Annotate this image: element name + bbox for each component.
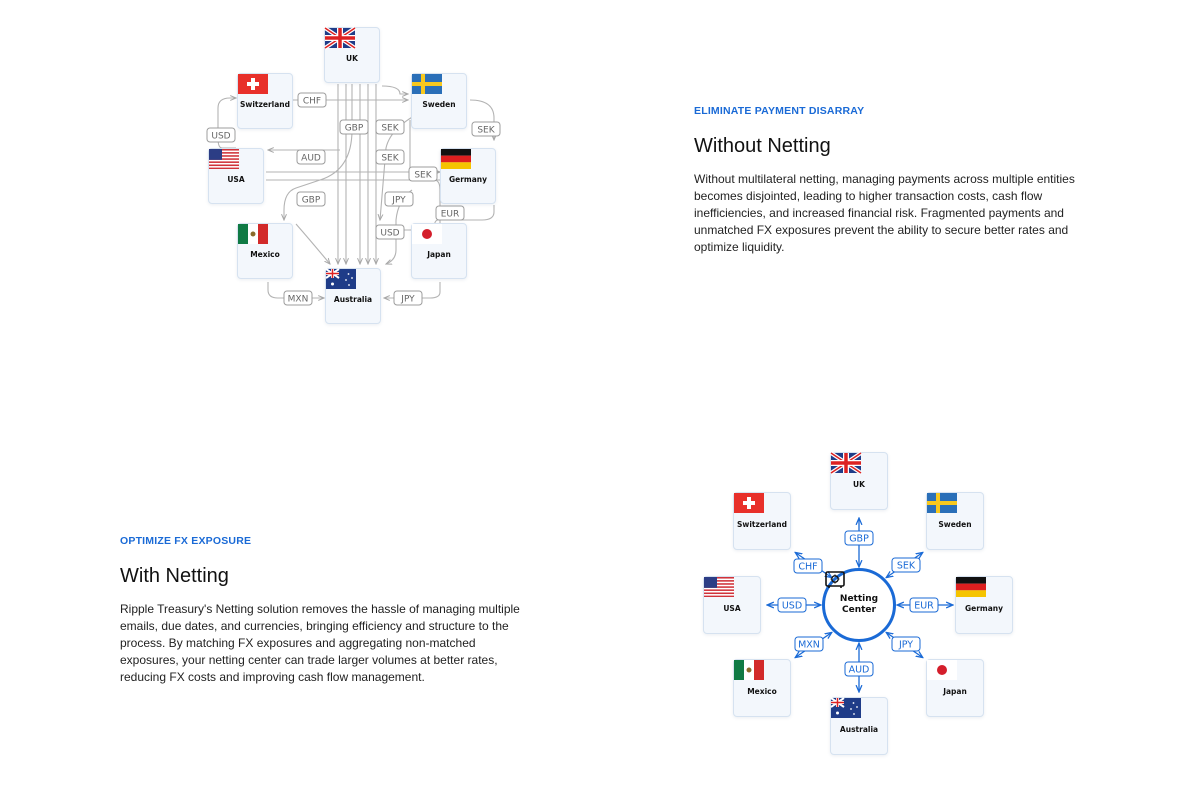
node-switzerland: [237, 73, 293, 129]
svg-text:SEK: SEK: [414, 170, 432, 181]
germany-flag-icon: [956, 577, 986, 597]
tag-usd-blue: [778, 598, 806, 612]
node-germany-2: [955, 576, 1013, 634]
svg-text:MXN: MXN: [798, 639, 820, 651]
safe-icon: [825, 571, 845, 589]
tag-eur: [436, 206, 464, 220]
with-netting-section: [120, 535, 520, 686]
tag-usd-b: [376, 225, 404, 239]
country-label-mexico: Mexico: [250, 249, 280, 259]
netting-center-hub: [822, 568, 896, 642]
country-label-uk: UK: [346, 53, 358, 63]
svg-text:CHF: CHF: [302, 96, 322, 107]
tag-sek-blue: [892, 558, 920, 572]
uk-flag-icon: [325, 28, 355, 48]
without-netting-diagram: [200, 20, 510, 330]
country-label-sweden: Sweden: [422, 99, 456, 109]
line-uk-sweden: [382, 86, 408, 94]
svg-text:USD: USD: [380, 228, 400, 239]
node-switzerland-2: [733, 492, 791, 550]
country-label-australia: Australia: [333, 294, 373, 304]
tag-chf: [298, 93, 326, 107]
tag-sek-b: [472, 122, 500, 136]
node-australia-2: [830, 697, 888, 755]
usa-flag-icon: [704, 577, 734, 597]
without-netting-body: Without multilateral netting, managing payments across multiple entities becomes disjointed, leading to higher transaction costs, cash flow inefficiencies, and increased financial risk. Fragmented payments and unmatched FX exposures prevent the ability to secure better rates and optimize liquidity.: [694, 172, 1075, 254]
tag-mxn-blue: [795, 637, 823, 651]
node-usa: [208, 148, 264, 204]
svg-text:CHF: CHF: [798, 561, 818, 573]
tag-sek-a: [376, 120, 404, 134]
uk-flag-icon: [831, 453, 861, 473]
with-netting-body: Ripple Treasury's Netting solution removes the hassle of managing multiple emails, due dates, and currencies, bringing efficiency and structure to the process. By matching FX exposures and aggregating non-matched exposures, your netting center can trade larger volumes at better rates, reducing FX costs and improving cash flow management.: [120, 602, 520, 684]
svg-text:SEK: SEK: [381, 123, 399, 134]
with-netting-diagram: [690, 445, 1030, 765]
japan-flag-icon: [412, 224, 442, 244]
tag-gbp: [340, 120, 368, 134]
node-australia: [325, 268, 381, 324]
svg-text:JPY: JPY: [401, 294, 415, 305]
node-mexico-2: [733, 659, 791, 717]
country-label-uk: UK: [853, 479, 865, 489]
svg-text:SEK: SEK: [381, 153, 399, 164]
node-sweden-2: [926, 492, 984, 550]
country-label-sweden: Sweden: [938, 519, 972, 529]
node-uk: [324, 27, 380, 83]
node-usa-2: [703, 576, 761, 634]
tag-sek-d: [409, 167, 437, 181]
tag-aud-blue: [845, 662, 873, 676]
country-label-switzerland: Switzerland: [737, 519, 787, 529]
node-sweden: [411, 73, 467, 129]
tag-jpy-a: [385, 192, 413, 206]
svg-text:MXN: MXN: [287, 294, 309, 305]
with-netting-eyebrow: OPTIMIZE FX EXPOSURE: [120, 535, 252, 547]
node-japan-2: [926, 659, 984, 717]
without-netting-section: [694, 105, 1094, 256]
svg-text:GBP: GBP: [301, 195, 321, 206]
hub-label: Netting Center: [839, 594, 879, 615]
mexico-flag-icon: [734, 660, 764, 680]
tag-jpy-b: [394, 291, 422, 305]
tag-aud: [297, 150, 325, 164]
svg-text:USD: USD: [211, 131, 231, 142]
svg-text:GBP: GBP: [344, 123, 364, 134]
tag-sek-c: [376, 150, 404, 164]
node-japan: [411, 223, 467, 279]
mexico-flag-icon: [238, 224, 268, 244]
tag-usd: [207, 128, 235, 142]
line-mex-aus: [296, 224, 330, 264]
australia-flag-icon: [831, 698, 861, 718]
with-netting-heading: With Netting: [120, 565, 229, 587]
svg-text:USD: USD: [781, 600, 803, 612]
node-uk-2: [830, 452, 888, 510]
tag-gbp-blue: [845, 531, 873, 545]
country-label-germany: Germany: [448, 174, 488, 184]
tag-gbp-b: [297, 192, 325, 206]
tag-chf-blue: [794, 559, 822, 573]
svg-text:AUD: AUD: [848, 664, 870, 676]
svg-text:EUR: EUR: [914, 600, 934, 612]
switzerland-flag-icon: [238, 74, 268, 94]
tag-eur-blue: [910, 598, 938, 612]
sweden-flag-icon: [927, 493, 957, 513]
svg-text:GBP: GBP: [849, 533, 869, 545]
usa-flag-icon: [209, 149, 239, 169]
svg-text:JPY: JPY: [392, 195, 406, 206]
tag-mxn: [284, 291, 312, 305]
node-mexico: [237, 223, 293, 279]
country-label-usa: USA: [723, 603, 741, 613]
country-label-japan: Japan: [943, 686, 967, 696]
country-label-usa: USA: [227, 174, 245, 184]
japan-flag-icon: [927, 660, 957, 680]
australia-flag-icon: [326, 269, 356, 289]
country-label-japan: Japan: [427, 249, 451, 259]
svg-text:JPY: JPY: [898, 639, 914, 651]
tag-jpy-blue: [892, 637, 920, 651]
node-germany: [440, 148, 496, 204]
germany-flag-icon: [441, 149, 471, 169]
without-netting-heading: Without Netting: [694, 135, 831, 157]
svg-text:SEK: SEK: [896, 560, 916, 572]
sweden-flag-icon: [412, 74, 442, 94]
without-netting-eyebrow: ELIMINATE PAYMENT DISARRAY: [694, 105, 865, 117]
svg-text:EUR: EUR: [440, 209, 460, 220]
svg-text:AUD: AUD: [301, 153, 321, 164]
svg-text:SEK: SEK: [477, 125, 495, 136]
country-label-mexico: Mexico: [747, 686, 777, 696]
country-label-australia: Australia: [839, 724, 879, 734]
country-label-germany: Germany: [964, 603, 1004, 613]
switzerland-flag-icon: [734, 493, 764, 513]
country-label-switzerland: Switzerland: [240, 99, 290, 109]
